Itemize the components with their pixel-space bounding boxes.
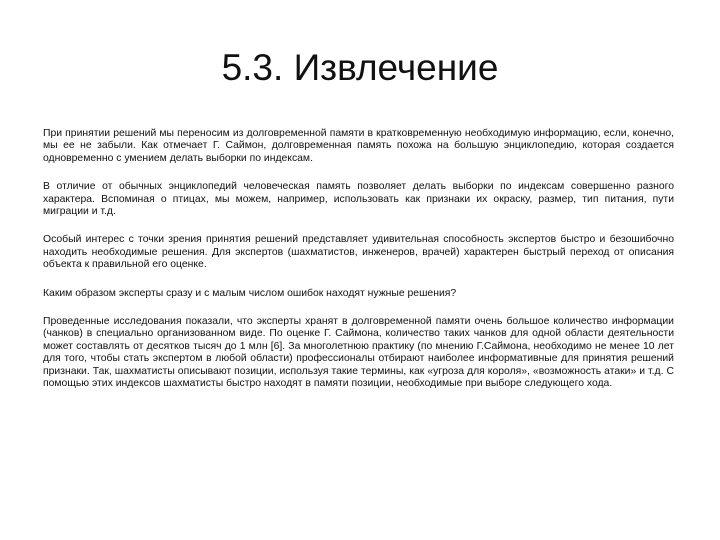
slide-body <box>43 128 674 407</box>
paragraph-3: Особый интерес с точки зрения принятия решений представляет удивительная способность экспертов быстро и безошибочно находить необходимые решения. Для экспертов (шахматистов, инженеров, врачей) характерен быстрый переход от описания объекта к правильной его оценке. <box>43 234 674 271</box>
slide-title: 5.3. Извлечение <box>221 47 499 88</box>
paragraph-5: Проведенные исследования показали, что эксперты хранят в долговременной памяти очень большое количество информации (чанков) в специально организованном виде. По оценке Г. Саймона, количество таких чанков для одной области деятельности может составлять от десятков тысяч до 1 млн [6]. За многолетнюю практику (по мнению Г.Саймона, необходимо не менее 10 лет для того, чтобы стать экспертом в любой области) профессионалы отбирают наиболее информативные для принятия решений признаки. Так, шахматисты описывают позиции, используя такие термины, как «угроза для короля», «возможность атаки» и т.д. С помощью этих индексов шахматисты быстро находят в памяти позиции, необходимые при выборе следующего хода. <box>43 316 674 390</box>
paragraph-4-question: Каким образом эксперты сразу и с малым числом ошибок находят нужные решения? <box>43 287 457 299</box>
paragraph-2: В отличие от обычных энциклопедий человеческая память позволяет делать выборки по индексам совершенно разного характера. Вспоминая о птицах, мы можем, например, использовать как признаки их окраску, размер, тип питания, пути миграции и т.д. <box>43 181 674 218</box>
paragraph-1: При принятии решений мы переносим из долговременной памяти в кратковременную необходимую информацию, если, конечно, мы ее не забыли. Как отмечает Г. Саймон, долговременная память похожа на большую энциклопедию, которая создается одновременно с умением делать выборки по индексам. <box>43 128 674 164</box>
